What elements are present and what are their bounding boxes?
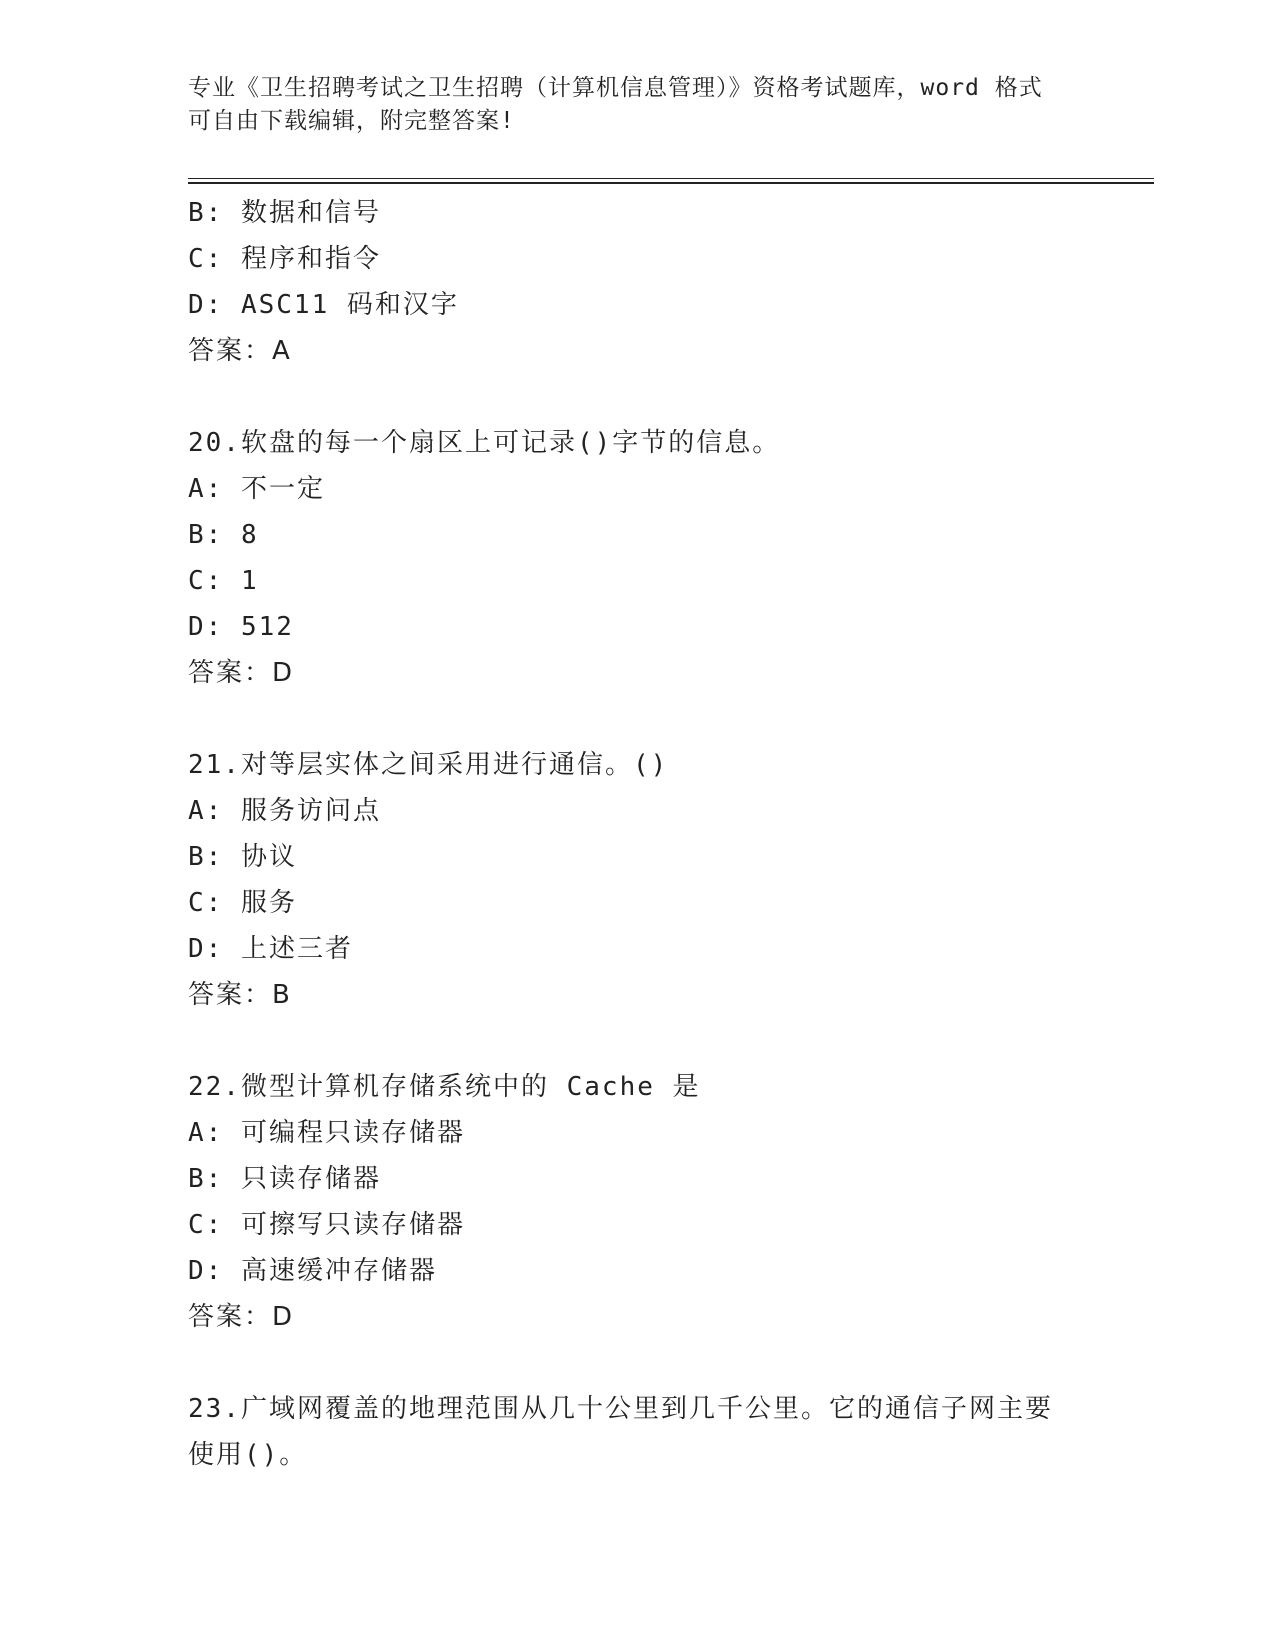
header-divider-thick <box>188 182 1154 184</box>
option-a: A: 不一定 <box>188 474 325 504</box>
option-c: C: 1 <box>188 566 259 596</box>
option-d: D: ASC11 码和汉字 <box>188 290 459 320</box>
header-line-1: 专业《卫生招聘考试之卫生招聘（计算机信息管理）》资格考试题库，word 格式 <box>188 75 1043 101</box>
spacer <box>188 1340 1108 1386</box>
option-a: A: 可编程只读存储器 <box>188 1118 465 1148</box>
spacer <box>188 1018 1108 1064</box>
answer: 答案：D <box>188 1302 295 1332</box>
question-list <box>188 190 1108 1478</box>
option-c: C: 服务 <box>188 888 297 918</box>
spacer <box>188 696 1108 742</box>
question-21 <box>188 742 1108 1018</box>
option-c: C: 程序和指令 <box>188 244 381 274</box>
header-line-2: 可自由下载编辑，附完整答案! <box>188 108 515 134</box>
option-d: D: 高速缓冲存储器 <box>188 1256 437 1286</box>
header-divider-thin <box>188 178 1154 179</box>
question-19-tail <box>188 190 1108 374</box>
question-stem-line-2: 使用()。 <box>188 1440 308 1470</box>
question-22 <box>188 1064 1108 1340</box>
answer: 答案：A <box>188 336 292 366</box>
answer: 答案：B <box>188 980 292 1010</box>
option-a: A: 服务访问点 <box>188 796 381 826</box>
option-d: D: 上述三者 <box>188 934 353 964</box>
document-header <box>188 72 1088 138</box>
question-stem-line-1: 23.广域网覆盖的地理范围从几十公里到几千公里。它的通信子网主要 <box>188 1394 1053 1424</box>
question-stem: 20.软盘的每一个扇区上可记录()字节的信息。 <box>188 428 781 458</box>
option-b: B: 数据和信号 <box>188 198 381 228</box>
option-d: D: 512 <box>188 612 294 642</box>
question-20 <box>188 420 1108 696</box>
option-c: C: 可擦写只读存储器 <box>188 1210 465 1240</box>
spacer <box>188 374 1108 420</box>
option-b: B: 协议 <box>188 842 297 872</box>
question-23 <box>188 1386 1108 1478</box>
option-b: B: 8 <box>188 520 259 550</box>
question-stem: 22.微型计算机存储系统中的 Cache 是 <box>188 1072 701 1102</box>
answer: 答案：D <box>188 658 295 688</box>
option-b: B: 只读存储器 <box>188 1164 381 1194</box>
question-stem: 21.对等层实体之间采用进行通信。() <box>188 750 669 780</box>
